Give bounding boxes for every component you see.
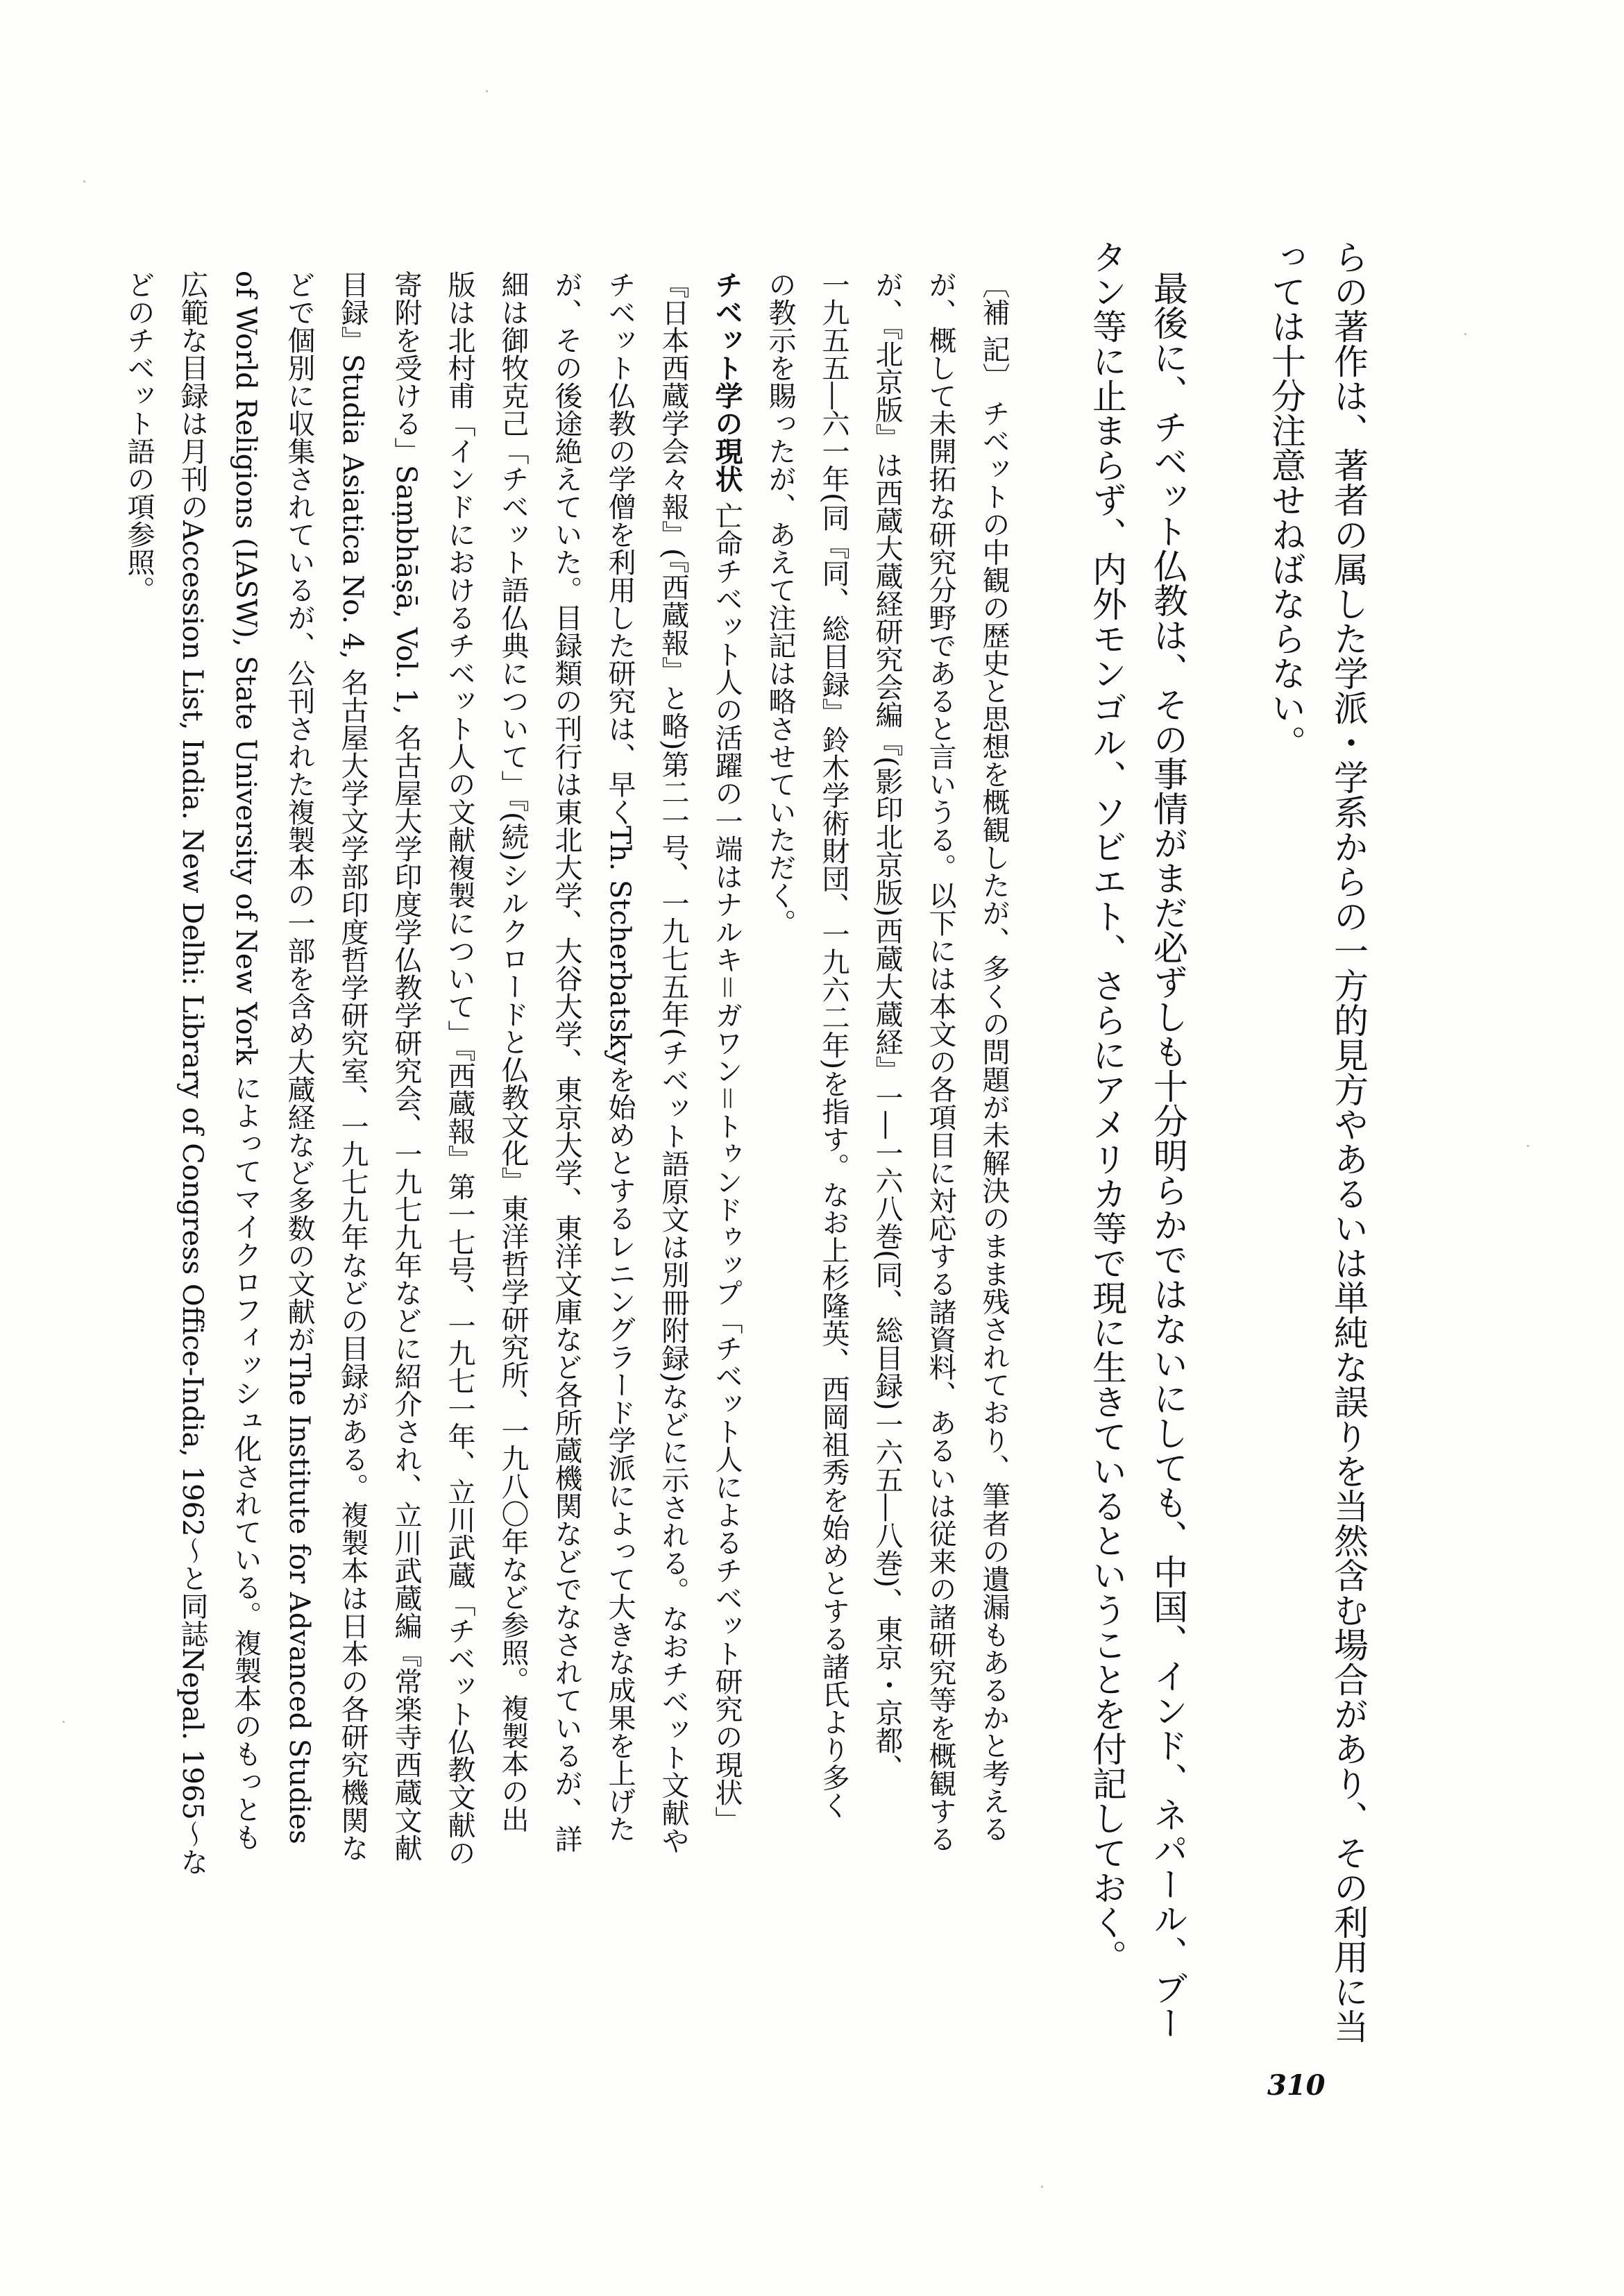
note-line-2: が、概して未開拓な研究分野であると言いうる。以下には本文の各項目に対応する諸資料、あるいは従来の諸研究等を概観する [924, 271, 956, 1853]
note-line-9: が、その後途絶えていた。目録類の刊行は東北大学、大谷大学、東京大学、東洋文庫など各所蔵機関などでなされているが、詳 [550, 271, 582, 1853]
main-text-line-4: タン等に止まらず、内外モンゴル、ソビエト、さらにアメリカ等で現に生きているということを付記しておく。 [1087, 239, 1127, 1974]
main-text-line-1: らの著作は、著者の属した学派・学系からの一方的見方やあるいは単純な誤りを当然含む場合があり、その利用に当 [1328, 239, 1369, 2043]
note-line-1: 〔補 記〕 チベットの中観の歴史と思想を概観したが、多くの問題が未解決のまま残されており、筆者の遺漏もあるかと考える [978, 271, 1010, 1843]
note-line-13: 目録』Studia Asiatica No. 4, 名古屋大学文学部印度哲学研究室、一九七九年などの目録がある。複製本は日本の各研究機関な [337, 271, 369, 1862]
note-line-8: チベット仏教の学僧を利用した研究は、早くTh. Stcherbatskyを始めとするレニングラード学派によって大きな成果を上げた [604, 271, 636, 1843]
note-line-5: の教示を賜ったが、あえて注記は略させていただく。 [764, 271, 796, 937]
section-heading-tibetology: チベット学の現状 [711, 271, 743, 493]
scan-speck [62, 1721, 65, 1723]
note-line-6-text: 亡命チベット人の活躍の一端はナルキ＝ガワン＝トゥンドゥップ「チベット人によるチベット研究の現状」 [711, 493, 743, 1834]
note-line-12: 寄附を受ける」Saṃbhāṣā, Vol. 1, 名古屋大学印度学仏教学研究会、一九七九年などに紹介され、立川武蔵編『常楽寺西蔵文献 [390, 271, 422, 1862]
scan-speck [1527, 1145, 1529, 1147]
scan-speck [83, 180, 85, 182]
note-line-6 [713, 271, 741, 1834]
scan-speck [1041, 2186, 1043, 2188]
page-number: 310 [1267, 2069, 1326, 2102]
note-line-4: 一九五五―六一年(同『同、総目録』鈴木学術財団、一九六二年)を指す。なお上杉隆英、西岡祖秀を始めとする諸氏より多く [818, 271, 849, 1819]
main-text-line-3: 最後に、チベット仏教は、その事情がまだ必ずしも十分明らかではないにしても、中国、インド、ネパール、ブー [1148, 271, 1188, 2040]
note-line-7: 『日本西蔵学会々報』(『西蔵報』と略)第二一号、一九七五年(チベット語原文は別冊附録)などに示される。なおチベット文献や [657, 271, 689, 1855]
scan-speck [486, 90, 488, 92]
note-line-16: 広範な目録は月刊のAccession List, India. New Delhi: Library of Congress Office-India, 1962〜と同誌Nepal. 1965〜な [176, 271, 208, 1876]
note-line-10: 細は御牧克己「チベット語仏典について」『(続)シルクロードと仏教文化』東洋哲学研究所、一九八〇年など参照。複製本の出 [497, 271, 529, 1833]
note-line-15: of World Religions (IASW), State University of New York によってマイクロフィッシュ化されている。複製本のもっとも [230, 271, 262, 1851]
note-line-14: どで個別に収集されているが、公刊された複製本の一部を含め大蔵経など多数の文献がThe Institute for Advanced Studies [283, 271, 315, 1844]
scan-speck [1464, 333, 1466, 335]
note-line-17: どのチベット語の項参照。 [123, 271, 155, 604]
note-line-3: が、『北京版』は西蔵大蔵経研究会編『(影印北京版)西蔵大蔵経』一―一六八巻(同、総目録)一六五―八巻)、東京・京都、 [871, 271, 903, 1783]
main-text-line-2: っては十分注意せねばならない。 [1266, 239, 1306, 760]
note-line-11: 版は北村甫「インドにおけるチベット人の文献複製について」『西蔵報』第一七号、一九七一年、立川武蔵「チベット仏教文献の [443, 271, 475, 1866]
